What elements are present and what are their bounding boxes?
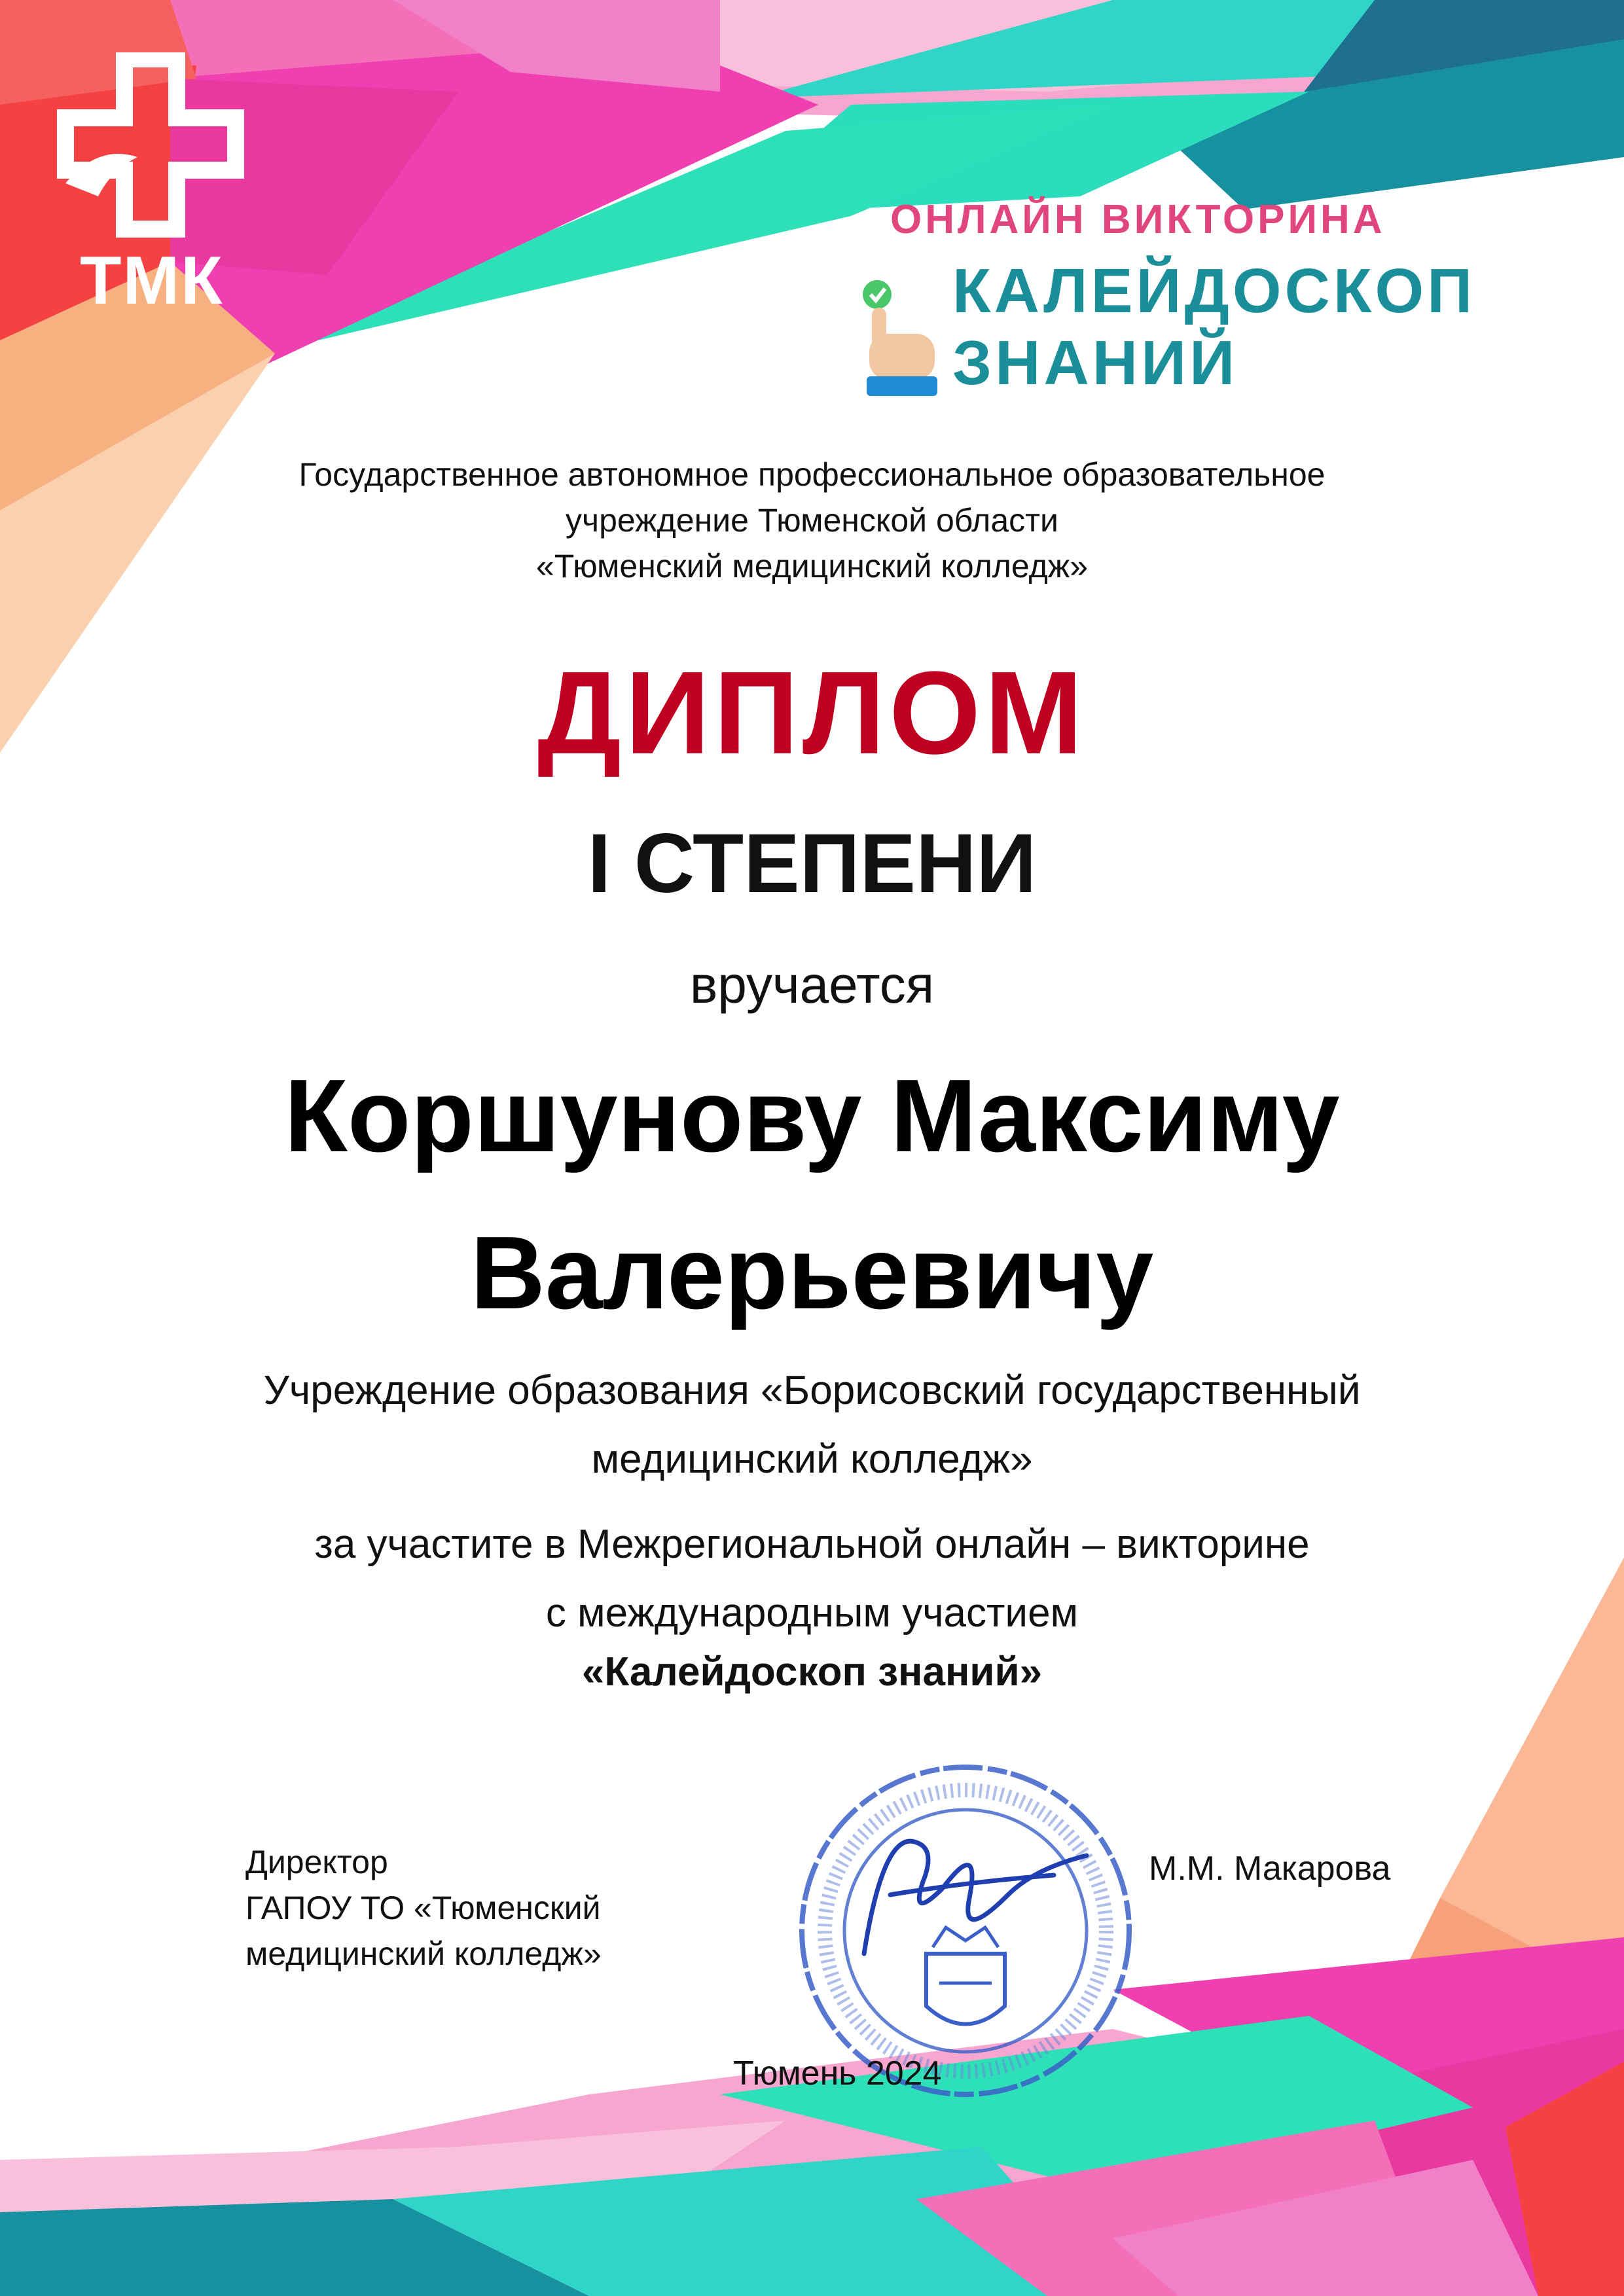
organization-line2: медицинский колледж»: [591, 1437, 1033, 1482]
position-line: медицинский колледж»: [245, 1935, 602, 1972]
quiz-name: «Калейдоскоп знаний»: [581, 1649, 1043, 1695]
logo-text: ТМК: [80, 243, 224, 319]
position-line: ГАПОУ ТО «Тюменский: [245, 1890, 601, 1926]
diploma-degree: I СТЕПЕНИ: [587, 817, 1037, 910]
quiz-header-line2: ЗНАНИЙ: [952, 328, 1238, 398]
diploma-title: ДИПЛОМ: [537, 647, 1087, 779]
position-line: Директор: [245, 1844, 388, 1880]
institution-line: «Тюменский медицинский колледж»: [535, 548, 1089, 584]
recipient-name-line1: Коршунову Максиму: [284, 1058, 1340, 1174]
institution-line: учреждение Тюменской области: [566, 502, 1058, 539]
recipient-name-line2: Валерьевичу: [470, 1215, 1154, 1331]
organization-line1: Учреждение образования «Борисовский государственный: [263, 1368, 1361, 1413]
pointing-hand-icon: [857, 268, 943, 399]
college-logo: [52, 52, 249, 327]
signer-name: М.М. Макарова: [1149, 1850, 1391, 1888]
awarded-label: вручается: [689, 956, 935, 1014]
medical-cross-icon: [52, 52, 249, 249]
institution-line: Государственное автономное профессиональное образовательное: [298, 456, 1326, 493]
quiz-header-line1: КАЛЕЙДОСКОП: [952, 256, 1476, 326]
director-position: [245, 1839, 602, 1977]
coat-of-arms-icon: [926, 1928, 1005, 2024]
institution-name: [0, 452, 1624, 589]
participation-line1: за участите в Межрегиональной онлайн – викторине: [314, 1522, 1310, 1567]
quiz-header-top: ОНЛАЙН ВИКТОРИНА: [890, 197, 1386, 242]
participation-line2: с международным участием: [545, 1590, 1079, 1636]
official-stamp: [792, 1757, 1139, 2104]
city-year: Тюмень 2024: [733, 2054, 942, 2092]
handwritten-signature: [864, 1841, 1087, 1954]
